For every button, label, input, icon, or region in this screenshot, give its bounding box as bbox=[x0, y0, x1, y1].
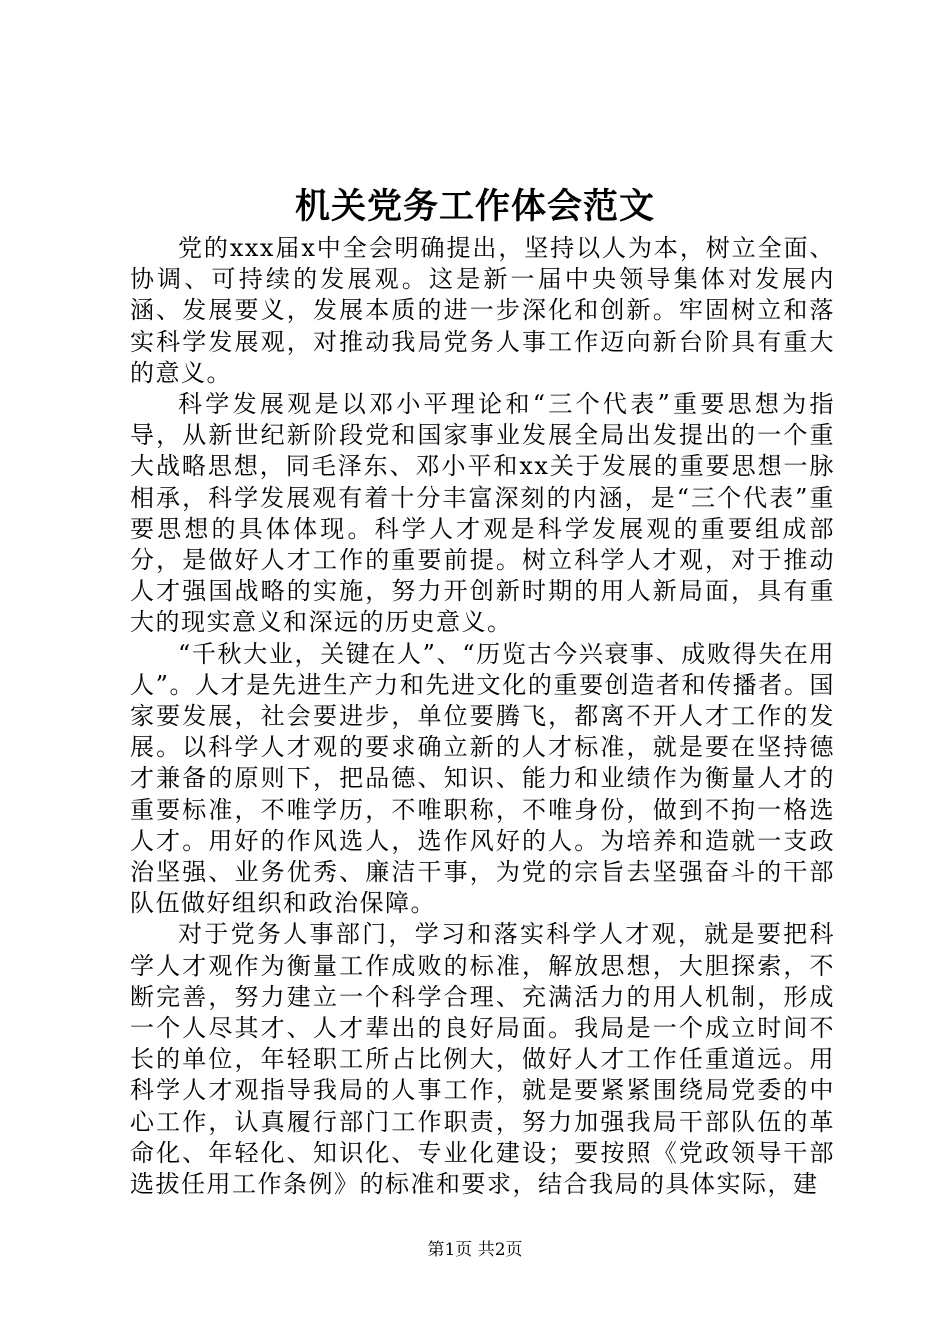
document-title: 机关党务工作体会范文 bbox=[294, 186, 655, 227]
document-body bbox=[130, 233, 835, 1200]
paragraph-4: 对于党务人事部门，学习和落实科学人才观，就是要把科学人才观作为衡量工作成败的标准，解放思想，大胆探索，不断完善，努力建立一个科学合理、充满活力的用人机制，形成一个人尽其才、人才辈出的良好局面。我局是一个成立时间不长的单位，年轻职工所占比例大，做好人才工作任重道远。用科学人才观指导我局的人事工作，就是要紧紧围绕局党委的中心工作，认真履行部门工作职责，努力加强我局干部队伍的革命化、年轻化、知识化、专业化建设；要按照《党政领导干部选拔任用工作条例》的标准和要求，结合我局的具体实际，建 bbox=[130, 920, 835, 1199]
paragraph-3: “千秋大业，关键在人”、“历览古今兴衰事、成败得失在用人”。人才是先进生产力和先进文化的重要创造者和传播者。国家要发展，社会要进步，单位要腾飞，都离不开人才工作的发展。以科学人才观的要求确立新的人才标准，就是要在坚持德才兼备的原则下，把品德、知识、能力和业绩作为衡量人才的重要标准，不唯学历，不唯职称，不唯身份，做到不拘一格选人才。用好的作风选人，选作风好的人。为培养和造就一支政治坚强、业务优秀、廉洁干事，为党的宗旨去坚强奋斗的干部队伍做好组织和政治保障。 bbox=[130, 639, 835, 918]
paragraph-2: 科学发展观是以邓小平理论和“三个代表”重要思想为指导，从新世纪新阶段党和国家事业发展全局出发提出的一个重大战略思想，同毛泽东、邓小平和xx关于发展的重要思想一脉相承，科学发展观有着十分丰富深刻的内涵，是“三个代表”重要思想的具体体现。科学人才观是科学发展观的重要组成部分，是做好人才工作的重要前提。树立科学人才观，对于推动人才强国战略的实施，努力开创新时期的用人新局面，具有重大的现实意义和深远的历史意义。 bbox=[130, 390, 835, 637]
paragraph-1: 党的xxx届x中全会明确提出，坚持以人为本，树立全面、协调、可持续的发展观。这是新一届中央领导集体对发展内涵、发展要义，发展本质的进一步深化和创新。牢固树立和落实科学发展观，对推动我局党务人事工作迈向新台阶具有重大的意义。 bbox=[130, 234, 835, 387]
page-number-footer: 第1页 共2页 bbox=[427, 1240, 523, 1260]
